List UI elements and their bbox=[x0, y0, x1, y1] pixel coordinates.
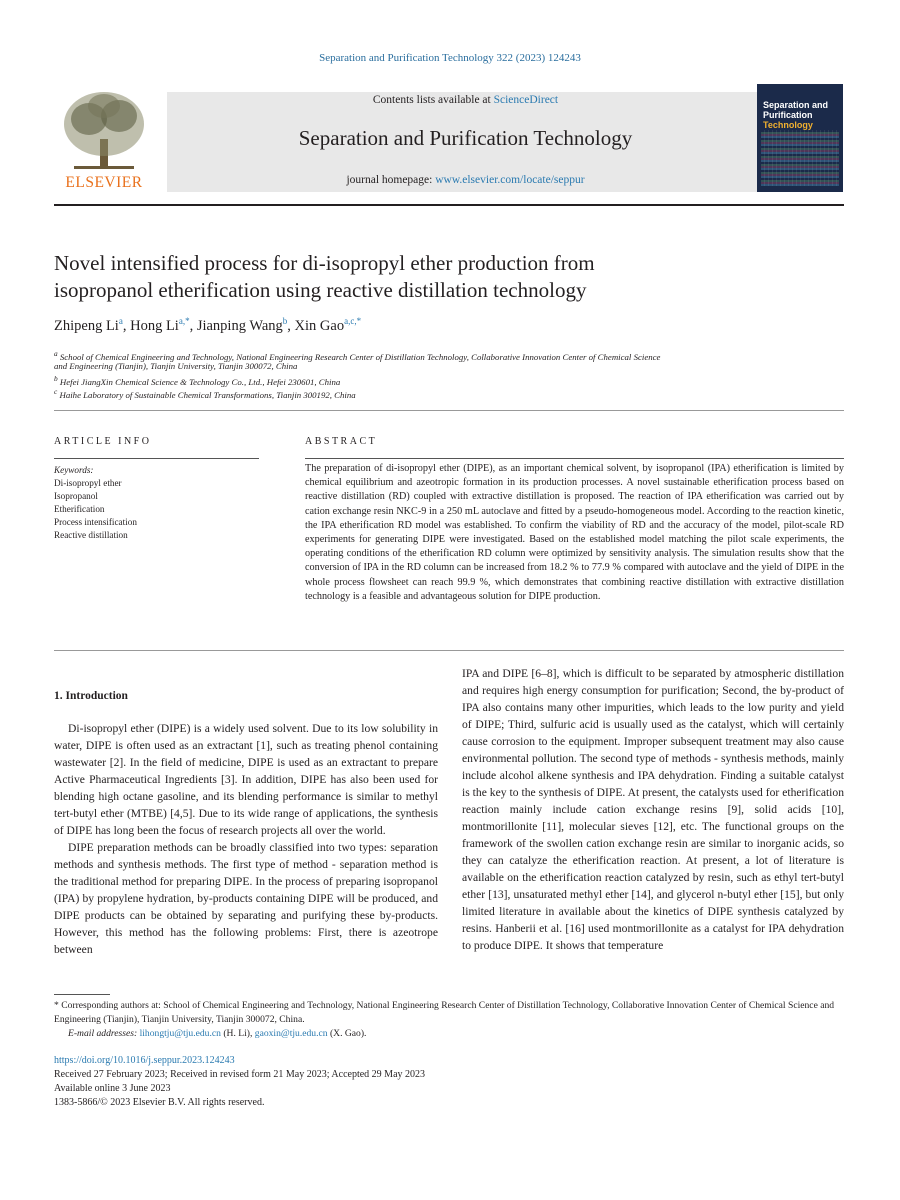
keyword: Etherification bbox=[54, 504, 105, 514]
keyword: Reactive distillation bbox=[54, 530, 128, 540]
cover-title bbox=[763, 100, 828, 130]
affiliation-text: and Engineering (Tianjin), Tianjin University, Tianjin 300072, China bbox=[54, 361, 298, 371]
author-affil-mark[interactable]: a,* bbox=[178, 316, 190, 326]
keyword: Process intensification bbox=[54, 517, 137, 527]
corresponding-note: * Corresponding authors at: School of Chemical Engineering and Technology, National Engineering Research Center of Distillation Technology, Collaborative Innovation Center of Chemical Science and Engineering (Tianjin), Tianjin University, Tianjin 300072, China. bbox=[54, 1000, 835, 1025]
journal-banner bbox=[167, 92, 764, 192]
keywords-rule bbox=[54, 458, 259, 459]
homepage-line bbox=[167, 174, 764, 186]
doi-link[interactable]: https://doi.org/10.1016/j.seppur.2023.124243 bbox=[54, 1055, 235, 1066]
cover-title-line-3: Technology bbox=[763, 120, 813, 130]
affiliation-mark: b bbox=[54, 374, 58, 383]
author-affil-mark[interactable]: a bbox=[118, 316, 123, 326]
left-column bbox=[54, 720, 438, 958]
keywords-block bbox=[54, 464, 137, 542]
cover-title-line-2: Purification bbox=[763, 110, 813, 120]
author-name[interactable]: Xin Gao bbox=[294, 317, 345, 334]
author-name[interactable]: Hong Li bbox=[130, 317, 179, 334]
title-line-1: Novel intensified process for di-isopropyl ether production from bbox=[54, 251, 595, 275]
received-dates: Received 27 February 2023; Received in revised form 21 May 2023; Accepted 29 May 2023 bbox=[54, 1069, 426, 1080]
elsevier-logo[interactable] bbox=[54, 84, 154, 192]
contents-line bbox=[167, 94, 764, 106]
abstract-end-rule bbox=[54, 650, 844, 651]
available-online: Available online 3 June 2023 bbox=[54, 1083, 171, 1094]
right-column bbox=[462, 665, 844, 954]
article-info-heading: ARTICLE INFO bbox=[54, 436, 152, 447]
affiliation-mark: c bbox=[54, 387, 58, 396]
author-name[interactable]: Jianping Wang bbox=[196, 317, 283, 334]
cover-title-line-1: Separation and bbox=[763, 100, 829, 110]
article-title bbox=[54, 250, 774, 304]
journal-reference[interactable]: Separation and Purification Technology 322 (2023) 124243 bbox=[319, 52, 581, 64]
footnote bbox=[54, 999, 844, 1041]
publisher-name: ELSEVIER bbox=[65, 174, 143, 191]
email-owner: (X. Gao). bbox=[327, 1028, 367, 1039]
affiliation-text: Haihe Laboratory of Sustainable Chemical Transformations, Tianjin 300192, China bbox=[59, 389, 356, 400]
keywords-label: Keywords: bbox=[54, 465, 94, 475]
publication-info bbox=[54, 1054, 425, 1110]
email-line bbox=[54, 1027, 844, 1041]
email-link[interactable]: gaoxin@tju.edu.cn bbox=[254, 1028, 328, 1039]
author-affil-mark[interactable]: b bbox=[282, 316, 288, 326]
cover-graphic bbox=[761, 130, 839, 186]
email-owner: (H. Li), bbox=[220, 1028, 255, 1039]
copyright: 1383-5866/© 2023 Elsevier B.V. All rights reserved. bbox=[54, 1097, 265, 1108]
footnote-rule bbox=[54, 994, 110, 995]
author-name[interactable]: Zhipeng Li bbox=[54, 317, 119, 334]
affiliation bbox=[54, 360, 754, 372]
homepage-link[interactable]: www.elsevier.com/locate/seppur bbox=[435, 174, 585, 186]
email-link[interactable]: lihongtju@tju.edu.cn bbox=[139, 1028, 221, 1039]
journal-cover[interactable] bbox=[757, 84, 843, 192]
keyword: Isopropanol bbox=[54, 491, 98, 501]
abstract-rule bbox=[305, 458, 844, 459]
section-heading-introduction: 1. Introduction bbox=[54, 690, 128, 702]
contents-prefix: Contents lists available at bbox=[372, 94, 494, 106]
homepage-prefix: journal homepage: bbox=[346, 174, 436, 186]
keyword: Di-isopropyl ether bbox=[54, 478, 122, 488]
masthead bbox=[54, 84, 844, 192]
sciencedirect-link[interactable]: ScienceDirect bbox=[493, 94, 559, 106]
journal-title: Separation and Purification Technology bbox=[298, 126, 633, 150]
body-paragraph: Di-isopropyl ether (DIPE) is a widely used solvent. Due to its low solubility in water, DIPE is often used as an extractant [1], such as treating phenol containing wastewater [2]. In the field of medicine, DIPE is used as an extractant to prepare Active Pharmaceutical Ingredients [3]. In addition, DIPE has also been used for blending high octane gasoline, and its blending performance is similar to methyl tert-butyl ether (MTBE) [4,5]. Due to its wide range of applications, the synthesis of DIPE has long been the focus of research projects all over the world. bbox=[54, 722, 438, 837]
affiliation-text: Hefei JiangXin Chemical Science & Technology Co., Ltd., Hefei 230601, China bbox=[59, 376, 341, 387]
abstract-heading: ABSTRACT bbox=[305, 436, 378, 447]
affiliation-mark: a bbox=[54, 349, 58, 358]
header-rule bbox=[54, 204, 844, 206]
affiliation-text: School of Chemical Engineering and Technology, National Engineering Research Center of Distillation Technology, Collaborative Innovation Center of Chemical Science bbox=[59, 351, 661, 362]
abstract-text: The preparation of di-isopropyl ether (DIPE), as an important chemical solvent, by isopropanol (IPA) etherification is limited by chemical equilibrium and azeotropic formation in its production processes. A novel sustainable etherification process based on reactive distillation (RD) coupled with extractive distillation is proposed. The reaction of IPA etherification was carried out by cation exchange resin NKC-9 in a 250 mL autoclave and fitted by a pseudo-homogeneous model. According to the reaction kinetic, the IPA etherification RD model was established. To confirm the viability of RD and the accuracy of the model, pilot-scale RD experiments for generating DIPE were investigated. Based on the established model matching the pilot scale experiments, the operating conditions of the etherification RD column were optimized by sensitivity analysis. The simulation results show that the conversion of IPA in the RD column can be increased from 18.2 % to 77.9 % compared with autoclave and the yield of DIPE in the whole process flowsheet can reach 99.9 %, which demonstrates that combining reactive distillation with extractive distillation technology is a feasible and advantageous solution for DIPE production. bbox=[305, 463, 844, 602]
email-label: E-mail addresses: bbox=[68, 1028, 140, 1039]
author-affil-mark[interactable]: a,c,* bbox=[344, 316, 362, 326]
title-line-2: isopropanol etherification using reactive distillation technology bbox=[54, 278, 587, 302]
body-paragraph: IPA and DIPE [6–8], which is difficult to be separated by atmospheric distillation and requires high energy consumption for purification; Second, the by-product of IPA also contains many other impurities, which leads to the low purity and yield of DIPE; Third, sulfuric acid is usually used as the catalyst, which will certainly cause corrosion to the equipment. Improper subsequent treatment may also cause environmental pollution. The second type of methods - synthesis methods, mainly include alcohol alkene synthesis and IPA dehydration. Finding a suitable catalyst is the key to the synthesis of DIPE. At present, the catalysts used for etherification reaction mainly include cation exchange resins [9], solid acids [10], montmorillonite [11], molecular sieves [12], etc. The functional groups on the framework of the swollen cation exchange resin are similar to inorganic acids, so they can catalyze the etherification reaction. At present, a lot of literature is available on the etherification reaction catalyzed by resin, such as ethyl tert-butyl ether [13], unsaturated methyl ether [14], and glycerol n-butyl ether [15], but only limited literature in available about the kinetics of DIPE synthesis catalyzed by resins. Hanberii et al. [16] used montmorillonite as a catalyst for IPA dehydration to produce DIPE. It shows that temperature bbox=[462, 667, 844, 952]
author-list: Zhipeng Li$^a$, Hong $Li^{a,*}$, Jianping Wang$^b$, Xin Gao$^{a,c,*}$ bbox=[54, 316, 362, 334]
body-paragraph: DIPE preparation methods can be broadly classified into two types: separation methods and synthesis methods. The first type of method - separation method is the traditional method for preparing DIPE. In the process of preparing isopropanol (IPA) by propylene hydration, by-products containing DIPE will be produced, and DIPE products can be obtained by separating and purifying these by-products. However, this method has the following problems: First, there is azeotrope between bbox=[54, 841, 438, 956]
affiliation-rule bbox=[54, 410, 844, 411]
affiliation bbox=[54, 386, 754, 401]
